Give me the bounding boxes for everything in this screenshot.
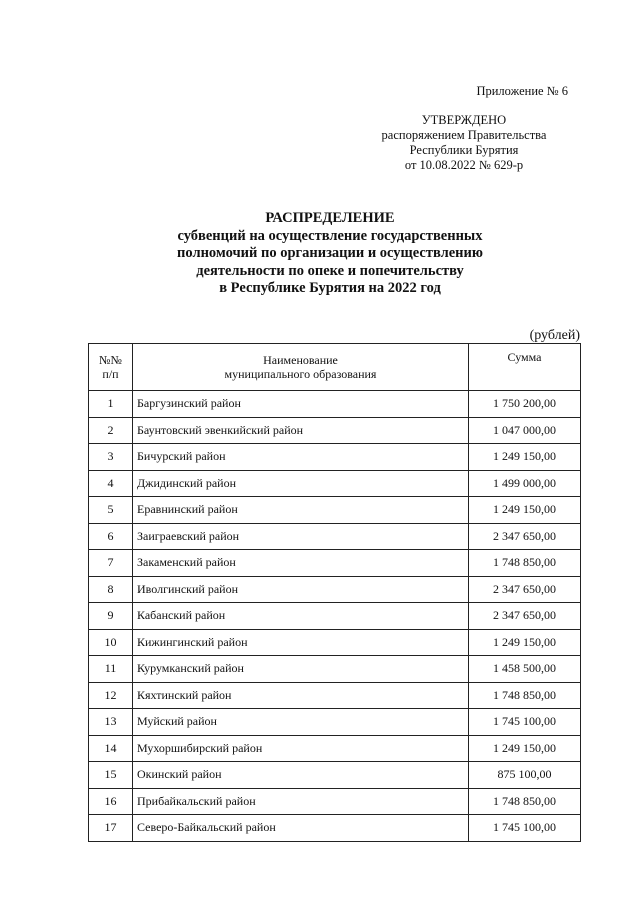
table-body (89, 391, 581, 842)
document-title (120, 210, 540, 298)
table-row (89, 656, 581, 683)
row-municipality: Окинский район (133, 762, 469, 789)
appendix-label: Приложение № 6 (476, 84, 568, 98)
table-row (89, 709, 581, 736)
row-number: 10 (89, 629, 133, 656)
row-municipality: Кижингинский район (133, 629, 469, 656)
row-number: 5 (89, 497, 133, 524)
row-number: 13 (89, 709, 133, 736)
table-row (89, 735, 581, 762)
table-row (89, 550, 581, 577)
row-number: 11 (89, 656, 133, 683)
approval-block (360, 113, 568, 173)
row-sum: 1 249 150,00 (469, 444, 581, 471)
row-sum: 2 347 650,00 (469, 523, 581, 550)
table-row (89, 762, 581, 789)
row-number: 7 (89, 550, 133, 577)
row-number: 12 (89, 682, 133, 709)
row-number: 15 (89, 762, 133, 789)
row-sum: 2 347 650,00 (469, 576, 581, 603)
row-municipality: Бичурский район (133, 444, 469, 471)
table-row (89, 788, 581, 815)
row-sum: 1 047 000,00 (469, 417, 581, 444)
header-number (89, 344, 133, 391)
row-sum: 875 100,00 (469, 762, 581, 789)
row-municipality: Заиграевский район (133, 523, 469, 550)
approved-label: УТВЕРЖДЕНО (421, 113, 507, 127)
row-municipality: Джидинский район (133, 470, 469, 497)
table-row (89, 417, 581, 444)
row-sum: 1 249 150,00 (469, 629, 581, 656)
table-row (89, 629, 581, 656)
row-number: 9 (89, 603, 133, 630)
approval-line-decree: распоряжением Правительства (381, 128, 547, 142)
row-sum: 1 750 200,00 (469, 391, 581, 418)
header-name (133, 344, 469, 391)
row-municipality: Прибайкальский район (133, 788, 469, 815)
header-number-line: п/п (102, 367, 119, 381)
row-number: 1 (89, 391, 133, 418)
row-sum: 1 748 850,00 (469, 682, 581, 709)
title-line: деятельности по опеке и попечительству (196, 262, 464, 279)
row-municipality: Еравнинский район (133, 497, 469, 524)
table-row (89, 815, 581, 842)
header-name-line: муниципального образования (224, 367, 377, 381)
row-municipality: Кяхтинский район (133, 682, 469, 709)
row-number: 3 (89, 444, 133, 471)
row-sum: 1 748 850,00 (469, 788, 581, 815)
row-number: 2 (89, 417, 133, 444)
row-number: 14 (89, 735, 133, 762)
row-number: 17 (89, 815, 133, 842)
title-line: субвенций на осуществление государственных (177, 227, 483, 244)
row-sum: 1 249 150,00 (469, 735, 581, 762)
title-line: полномочий по организации и осуществлению (177, 245, 483, 261)
table-row (89, 497, 581, 524)
title-line: РАСПРЕДЕЛЕНИЕ (265, 210, 395, 226)
row-municipality: Курумканский район (133, 656, 469, 683)
row-sum: 1 458 500,00 (469, 656, 581, 683)
row-municipality: Баргузинский район (133, 391, 469, 418)
header-number-line: №№ (99, 353, 122, 367)
header-sum: Сумма (469, 344, 581, 391)
row-municipality: Баунтовский эвенкийский район (133, 417, 469, 444)
approval-line-date: от 10.08.2022 № 629-р (404, 158, 524, 172)
table-row (89, 576, 581, 603)
units-label: (рублей) (529, 328, 580, 343)
row-sum: 1 249 150,00 (469, 497, 581, 524)
row-municipality: Закаменский район (133, 550, 469, 577)
row-number: 8 (89, 576, 133, 603)
row-sum: 2 347 650,00 (469, 603, 581, 630)
table-row (89, 470, 581, 497)
table-row (89, 391, 581, 418)
row-number: 16 (89, 788, 133, 815)
row-municipality: Мухоршибирский район (133, 735, 469, 762)
row-municipality: Иволгинский район (133, 576, 469, 603)
row-municipality: Муйский район (133, 709, 469, 736)
header-name-line: Наименование (263, 353, 338, 367)
row-municipality: Кабанский район (133, 603, 469, 630)
row-number: 4 (89, 470, 133, 497)
row-sum: 1 745 100,00 (469, 709, 581, 736)
row-sum: 1 748 850,00 (469, 550, 581, 577)
table-row (89, 682, 581, 709)
row-sum: 1 745 100,00 (469, 815, 581, 842)
table-row (89, 603, 581, 630)
distribution-table (88, 343, 581, 842)
table-row (89, 444, 581, 471)
row-number: 6 (89, 523, 133, 550)
table-row (89, 523, 581, 550)
table-header-row (89, 344, 581, 391)
title-line: в Республике Бурятия на 2022 год (219, 280, 441, 296)
row-sum: 1 499 000,00 (469, 470, 581, 497)
row-municipality: Северо-Байкальский район (133, 815, 469, 842)
approval-line-republic: Республики Бурятия (409, 143, 519, 157)
